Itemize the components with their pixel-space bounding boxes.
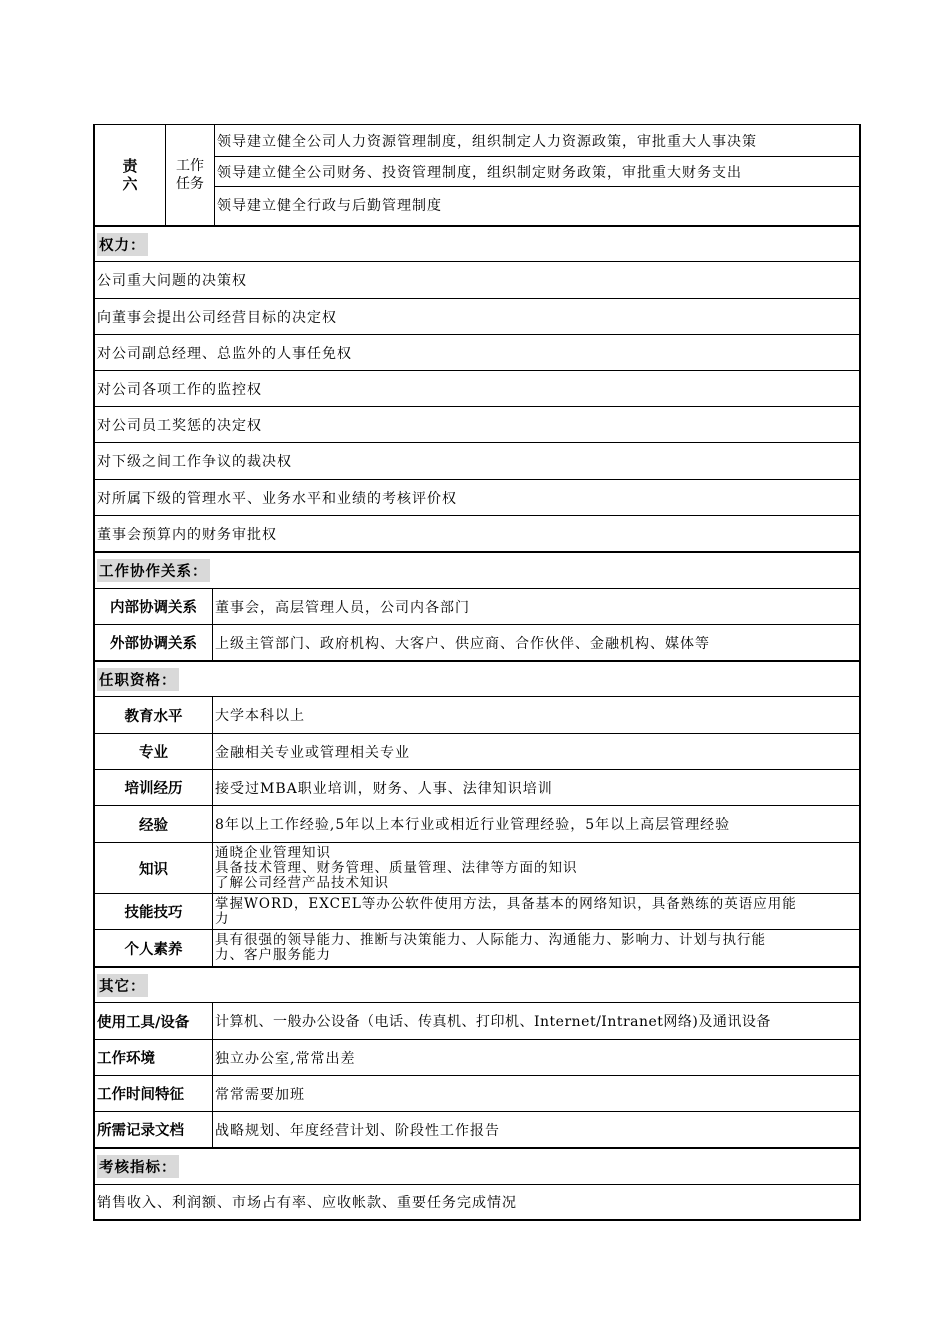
skills-line: 力 [215,910,230,927]
task-item: 领导建立健全公司财务、投资管理制度，组织制定财务政策，审批重大财务支出 [215,157,859,187]
responsibility-label [95,125,166,225]
personal-quality-line: 力、客户服务能力 [215,947,331,963]
assessment-title: 考核指标： [95,1149,859,1184]
responsibility-label-bottom: 六 [122,175,138,193]
work-time-label: 工作时间特征 [95,1076,213,1111]
tools-label: 使用工具/设备 [95,1003,213,1039]
education-label: 教育水平 [95,697,213,733]
work-time-value: 常常需要加班 [215,1086,305,1103]
work-environment-label: 工作环境 [95,1040,213,1075]
tools-value: 计算机、一般办公设备（电话、传真机、打印机、Internet/Intranet网络)及通讯设备 [215,1014,771,1030]
internal-coordination-label: 内部协调关系 [95,589,213,624]
task-item: 领导建立健全公司人力资源管理制度，组织制定人力资源政策，审批重大人事决策 [215,125,859,157]
knowledge-value [213,843,859,893]
skills-value [213,894,859,929]
qualification-title: 任职资格： [95,662,859,696]
experience-value: 8年以上工作经验,5年以上本行业或相近行业管理经验，5年以上高层管理经验 [215,817,731,833]
task-label-2: 任务 [176,176,204,192]
authority-item: 董事会预算内的财务审批权 [97,526,277,543]
skills-label: 技能技巧 [95,894,213,929]
knowledge-label: 知识 [95,843,213,893]
authority-title: 权力： [95,227,859,261]
training-value: 接受过MBA职业培训，财务、人事、法律知识培训 [215,780,553,797]
personal-quality-label: 个人素养 [95,930,213,966]
knowledge-line: 了解公司经营产品技术知识 [215,874,389,891]
internal-coordination-value: 董事会，高层管理人员，公司内各部门 [215,599,470,616]
cooperation-title: 工作协作关系： [95,553,859,588]
authority-item: 对公司各项工作的监控权 [97,381,262,398]
major-value: 金融相关专业或管理相关专业 [215,744,410,761]
task-item: 领导建立健全行政与后勤管理制度 [217,198,442,214]
personal-quality-value [213,930,859,966]
task-list [215,125,859,225]
authority-item: 对公司员工奖惩的决定权 [97,417,262,434]
knowledge-line: 具备技术管理、财务管理、质量管理、法律等方面的知识 [215,859,578,876]
external-coordination-value: 上级主管部门、政府机构、大客户、供应商、合作伙伴、金融机构、媒体等 [215,635,710,652]
external-coordination-label: 外部协调关系 [95,625,213,660]
skills-line: 掌握WORD，EXCEL等办公软件使用方法，具备基本的网络知识，具备熟练的英语应用能 [215,895,797,912]
records-label: 所需记录文档 [95,1112,213,1147]
personal-quality-line: 具有很强的领导能力、推断与决策能力、人际能力、沟通能力、影响力、计划与执行能 [215,932,766,948]
authority-item: 对下级之间工作争议的裁决权 [97,454,292,470]
training-label: 培训经历 [95,770,213,805]
authority-item: 对公司副总经理、总监外的人事任免权 [97,345,352,362]
responsibility-label-top: 责 [122,157,138,175]
responsibility-block [95,124,859,227]
authority-item: 向董事会提出公司经营目标的决定权 [97,309,337,326]
other-title: 其它： [95,968,859,1002]
authority-item: 公司重大问题的决策权 [97,273,247,289]
authority-item: 对所属下级的管理水平、业务水平和业绩的考核评价权 [97,490,457,507]
assessment-value: 销售收入、利润额、市场占有率、应收帐款、重要任务完成情况 [97,1195,517,1211]
task-label-1: 工作 [176,158,204,174]
task-label [166,125,215,225]
experience-label: 经验 [95,806,213,842]
records-value: 战略规划、年度经营计划、阶段性工作报告 [215,1122,500,1139]
work-environment-value: 独立办公室,常常出差 [215,1050,356,1067]
major-label: 专业 [95,734,213,769]
knowledge-line: 通晓企业管理知识 [215,844,331,861]
education-value: 大学本科以上 [215,708,305,724]
job-description-table [93,124,861,1221]
